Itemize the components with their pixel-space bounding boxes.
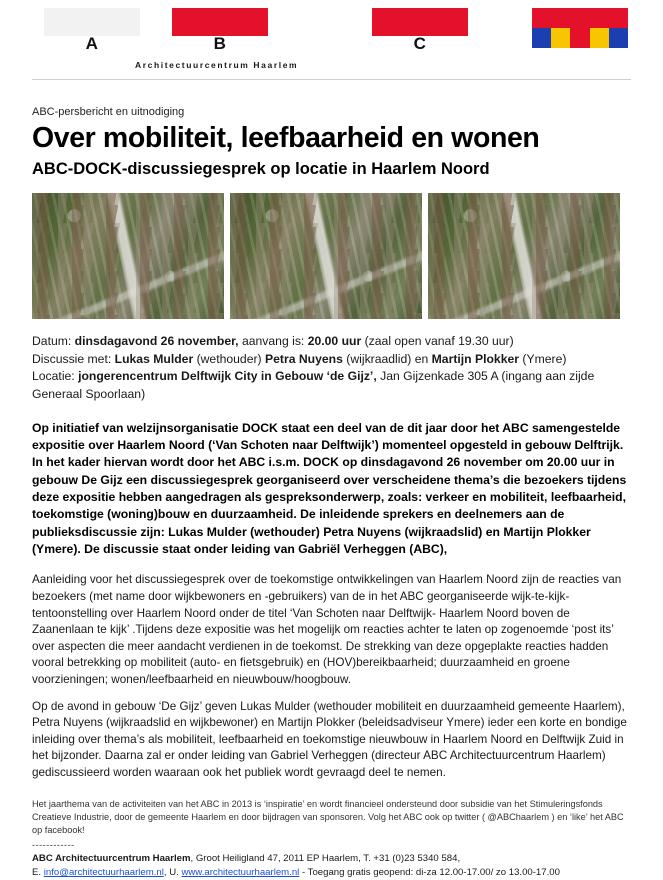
photo-strip [32, 193, 631, 319]
website-link[interactable]: www.architectuurhaarlem.nl [181, 867, 300, 879]
speakers-label: Discussie met: [32, 351, 115, 366]
event-start-value: 20.00 uur [307, 333, 362, 348]
colophon-org: ABC Architectuurcentrum Haarlem [32, 852, 191, 864]
event-location-line [32, 368, 631, 403]
colophon-line-2 [32, 866, 631, 880]
event-start-label: aanvang is: [238, 333, 308, 348]
logo-row [32, 8, 631, 56]
event-date-line [32, 333, 631, 351]
logo-block-d [532, 8, 628, 52]
logo-bar-a [44, 8, 140, 36]
speaker-1-role: (wethouder) [193, 351, 265, 366]
logo-bar-d [532, 8, 628, 28]
logo-bar-c [372, 8, 468, 36]
swatch-blue-2 [609, 28, 628, 48]
swatch-blue [532, 28, 551, 48]
site-label: , U. [163, 867, 182, 879]
document-kicker: ABC-persbericht en uitnodiging [32, 106, 185, 118]
aerial-photo-2-buildings [230, 193, 422, 319]
separator-dashes: ------------ [32, 839, 75, 850]
email-label: E. [32, 867, 44, 879]
event-details [32, 333, 631, 404]
page-title: Over mobiliteit, leefbaarheid en wonen [32, 122, 540, 154]
page-subtitle: ABC-DOCK-discussiegesprek op locatie in Haarlem Noord [32, 159, 490, 178]
logo-letter-b: B [213, 34, 227, 53]
body-text [32, 572, 631, 781]
footnote: Het jaarthema van de activiteiten van het ABC in 2013 is ‘inspiratie’ en wordt financieel ondersteund door subsidie van het Stimuleringsfonds Creatieve Industrie, door de gemeente Haarlem en door bijdragen van sponsoren. Volg het ABC ook op twitter ( @ABChaarlem ) en ‘like’ het ABC op facebook! [32, 798, 624, 836]
location-value: jongerencentrum Delftwijk City in Gebouw ‘de Gijz’, [78, 369, 377, 384]
masthead-divider [32, 79, 631, 80]
speaker-2-role: (wijkraadlid) en [342, 351, 432, 366]
swatch-red [570, 28, 589, 48]
logo-letter-a: A [85, 34, 99, 53]
colophon-line-1 [32, 852, 631, 866]
speaker-3: Martijn Plokker [431, 351, 520, 366]
event-start-tail: (zaal open vanaf 19.30 uur) [361, 333, 514, 348]
speaker-2: Petra Nuyens [265, 351, 343, 366]
event-speakers-line [32, 351, 631, 369]
aerial-photo-1 [32, 193, 224, 319]
colophon [32, 852, 631, 880]
body-paragraph-1: Aanleiding voor het discussiegesprek over de toekomstige ontwikkelingen van Haarlem Noord zijn de reacties van bezoekers (met name door wijkbewoners en -gebruikers) van de in het ABC georganiseerde wijk-te-kijk-tentoonstelling over Haarlem Noord onder de titel ‘Van Schoten naar Delftwijk- Haarlem Noord boven de Zaanenlaan te kijk’ .Tijdens deze expositie was het mogelijk om reacties achter te laten op zogenoemde ‘post its’ over aspecten die meer aandacht verdienen in de toekomst. De strekking van deze opgeplakte reacties hadden vooral betrekking op mobiliteit (auto- en fietsgebruik) en (HOV)bereikbaarheid; duurzaamheid en groene voorzieningen; wonen/leefbaarheid en nieuwbouw/hoogbouw. [32, 573, 622, 686]
event-date-value: dinsdagavond 26 november, [74, 333, 239, 348]
aerial-photo-2 [230, 193, 422, 319]
organisation-name: Architectuurcentrum Haarlem [135, 60, 299, 70]
aerial-photo-3 [428, 193, 620, 319]
logo-block-c [372, 8, 468, 52]
lead-paragraph: Op initiatief van welzijnsorganisatie DOCK staat een deel van de dit jaar door het ABC samengestelde expositie over Haarlem Noord (‘Van Schoten naar Delftwijk’) momenteel opgesteld in gebouw Delftrijk. In het kader hiervan wordt door het ABC i.s.m. DOCK op dinsdagavond 26 november om 20.00 uur in gebouw De Gijz een discussiegesprek georganiseerd over verscheidene thema’s die bezoekers tijdens deze expositie hebben aangedragen als gespreksonderwerp, zoals: verkeer en mobiliteit, leefbaarheid, toekomstige (woning)bouw en duurzaamheid. De inleidende sprekers en deelnemers aan de publieksdiscussie zijn: Lukas Mulder (wethouder) Petra Nuyens (wijkraadslid) en Martijn Plokker (Ymere). De discussie staat onder leiding van Gabriël Verheggen (ABC), [32, 420, 627, 556]
colophon-address: , Groot Heiligland 47, 2011 EP Haarlem, T. +31 (0)23 5340 584, [190, 852, 461, 864]
email-link[interactable]: info@architectuurhaarlem.nl [43, 867, 164, 879]
logo-swatches [532, 28, 628, 48]
event-date-label: Datum: [32, 333, 75, 348]
body-paragraph-2: Op de avond in gebouw ‘De Gijz’ geven Lukas Mulder (wethouder mobiliteit en duurzaamheid gemeente Haarlem), Petra Nuyens (wijkraadslid en wijkbewoner) en Martijn Plokker (beleidsadviseur Ymere) ieder een korte en bondige inleiding over thema’s als mobiliteit, leefbaarheid en toekomstige nieuwbouw in Haarlem Noord en Delftwijk Zuid in het bijzonder. Daarna zal er onder leiding van Gabriel Verheggen (directeur ABC Architectuurcentrum Haarlem) gediscussieerd worden waaraan ook het publiek wordt gevraagd deel te nemen. [32, 699, 627, 779]
logo-bar-b [172, 8, 268, 36]
opening-hours: - Toegang gratis geopend: di-za 12.00-17.00/ zo 13.00-17.00 [299, 867, 560, 879]
logo-block-b [172, 8, 268, 52]
masthead [0, 0, 663, 86]
aerial-photo-1-buildings [32, 193, 224, 319]
logo-letter-c: C [413, 34, 427, 53]
swatch-yellow [551, 28, 570, 48]
speaker-3-role: (Ymere) [519, 351, 567, 366]
speaker-1: Lukas Mulder [114, 351, 194, 366]
location-label: Locatie: [32, 369, 79, 384]
logo-block-a [44, 8, 140, 52]
aerial-photo-3-buildings [428, 193, 620, 319]
swatch-yellow-2 [590, 28, 609, 48]
location-tail: Jan Gijzenkade 305 A (ingang aan zijde Generaal Spoorlaan) [32, 369, 595, 401]
